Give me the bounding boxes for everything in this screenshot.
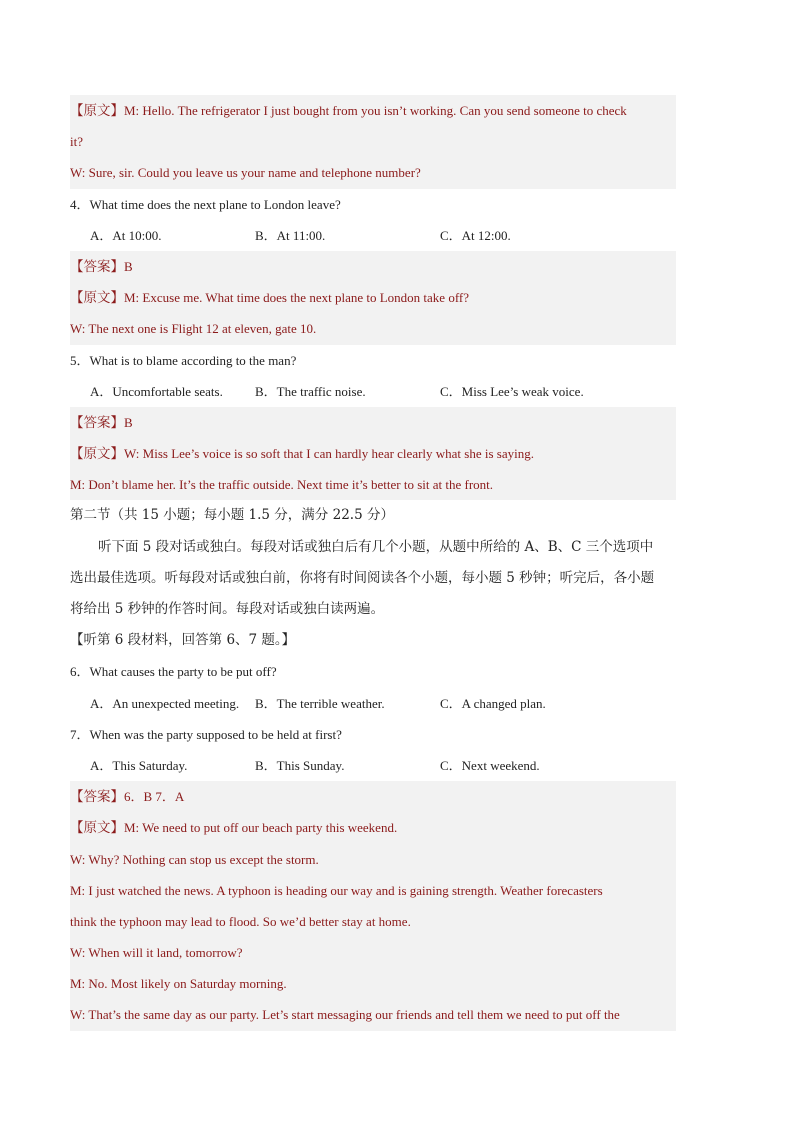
line-text: W: Miss Lee’s voice is so soft that I can hardly hear clearly what she is saying. xyxy=(124,446,534,462)
transcript-line xyxy=(70,875,676,906)
transcript-line xyxy=(70,844,676,875)
answer-options xyxy=(70,376,676,407)
transcript-line xyxy=(70,126,676,157)
instruction-text: 第二节（共 15 小题；每小题 1.5 分，满分 22.5 分） xyxy=(70,507,394,524)
transcript-line xyxy=(70,469,676,500)
answer-transcript-block xyxy=(70,781,676,1031)
line-text: W: When will it land, tomorrow? xyxy=(70,945,243,961)
line-text: M: Excuse me. What time does the next plane to London take off? xyxy=(124,290,470,306)
answer-options xyxy=(70,750,676,781)
line-text: B xyxy=(124,258,133,274)
line-text: W: That’s the same day as our party. Let’s start messaging our friends and tell them we need to put off the xyxy=(70,1007,620,1023)
option-c: C．Next weekend. xyxy=(440,757,540,773)
question-text: 4．What time does the next plane to London leave? xyxy=(70,196,341,212)
question-text: 5．What is to blame according to the man? xyxy=(70,352,297,368)
line-text: it? xyxy=(70,134,83,150)
option-a: A．Uncomfortable seats. xyxy=(90,383,223,399)
option-c: C．A changed plan. xyxy=(440,695,546,711)
section-tag: 【原文】 xyxy=(70,820,124,837)
line-text: W: Why? Nothing can stop us except the storm. xyxy=(70,851,319,867)
line-text: M: We need to put off our beach party this weekend. xyxy=(124,820,398,836)
option-a: A．At 10:00. xyxy=(90,227,162,243)
answer-options xyxy=(70,688,676,719)
section-tag: 【答案】 xyxy=(70,789,124,806)
answer-transcript-block xyxy=(70,95,676,189)
instruction-text: 将给出 5 秒钟的作答时间。每段对话或独白读两遍。 xyxy=(70,601,385,617)
transcript-line xyxy=(70,95,676,126)
transcript-line xyxy=(70,968,676,999)
section-tag: 【答案】 xyxy=(70,414,124,431)
line-text: think the typhoon may lead to flood. So we’d better stay at home. xyxy=(70,913,411,929)
line-text: M: Hello. The refrigerator I just bought from you isn’t working. Can you send someone to check xyxy=(124,103,627,118)
transcript-line xyxy=(70,282,676,313)
transcript-line xyxy=(70,157,676,188)
transcript-line xyxy=(70,906,676,937)
instruction-text: 听下面 5 段对话或独白。每段对话或独白后有几个小题，从题中所给的 A、B、C 三个选项中 xyxy=(98,538,654,555)
instruction-text: 选出最佳选项。听每段对话或独白前，你将有时间阅读各个小题，每小题 5 秒钟；听完后，各小题 xyxy=(70,569,655,586)
section-tag: 【原文】 xyxy=(70,103,124,119)
section-tag: 【原文】 xyxy=(70,290,124,307)
document-page xyxy=(70,95,676,1031)
section-tag: 【原文】 xyxy=(70,446,124,463)
transcript-line xyxy=(70,781,676,812)
section-tag: 【答案】 xyxy=(70,258,124,275)
line-text: B xyxy=(124,414,133,430)
instruction-text: 【听第 6 段材料，回答第 6、7 题。】 xyxy=(70,632,296,649)
line-text: M: Don’t blame her. It’s the traffic outside. Next time it’s better to sit at the front. xyxy=(70,477,494,493)
transcript-line xyxy=(70,999,676,1030)
line-text: W: Sure, sir. Could you leave us your name and telephone number? xyxy=(70,165,421,181)
option-b: B．This Sunday. xyxy=(255,757,345,773)
answer-transcript-block xyxy=(70,251,676,345)
transcript-line xyxy=(70,407,676,438)
transcript-line xyxy=(70,812,676,843)
transcript-line xyxy=(70,937,676,968)
line-text: M: No. Most likely on Saturday morning. xyxy=(70,976,287,992)
option-b: B．The terrible weather. xyxy=(255,695,385,711)
option-c: C．Miss Lee’s weak voice. xyxy=(440,383,584,399)
question-text: 7．When was the party supposed to be held at first? xyxy=(70,726,342,742)
answer-transcript-block xyxy=(70,407,676,501)
question-text: 6．What causes the party to be put off? xyxy=(70,664,277,680)
option-a: A．An unexpected meeting. xyxy=(90,695,240,711)
option-b: B．The traffic noise. xyxy=(255,383,366,399)
line-text: 6．B 7．A xyxy=(124,789,185,805)
transcript-line xyxy=(70,438,676,469)
transcript-line xyxy=(70,251,676,282)
transcript-line xyxy=(70,313,676,344)
answer-options xyxy=(70,220,676,251)
line-text: W: The next one is Flight 12 at eleven, gate 10. xyxy=(70,321,317,337)
option-a: A．This Saturday. xyxy=(90,757,188,773)
option-b: B．At 11:00. xyxy=(255,227,326,243)
line-text: M: I just watched the news. A typhoon is heading our way and is gaining strength. Weather forecasters xyxy=(70,882,603,898)
option-c: C．At 12:00. xyxy=(440,227,511,243)
